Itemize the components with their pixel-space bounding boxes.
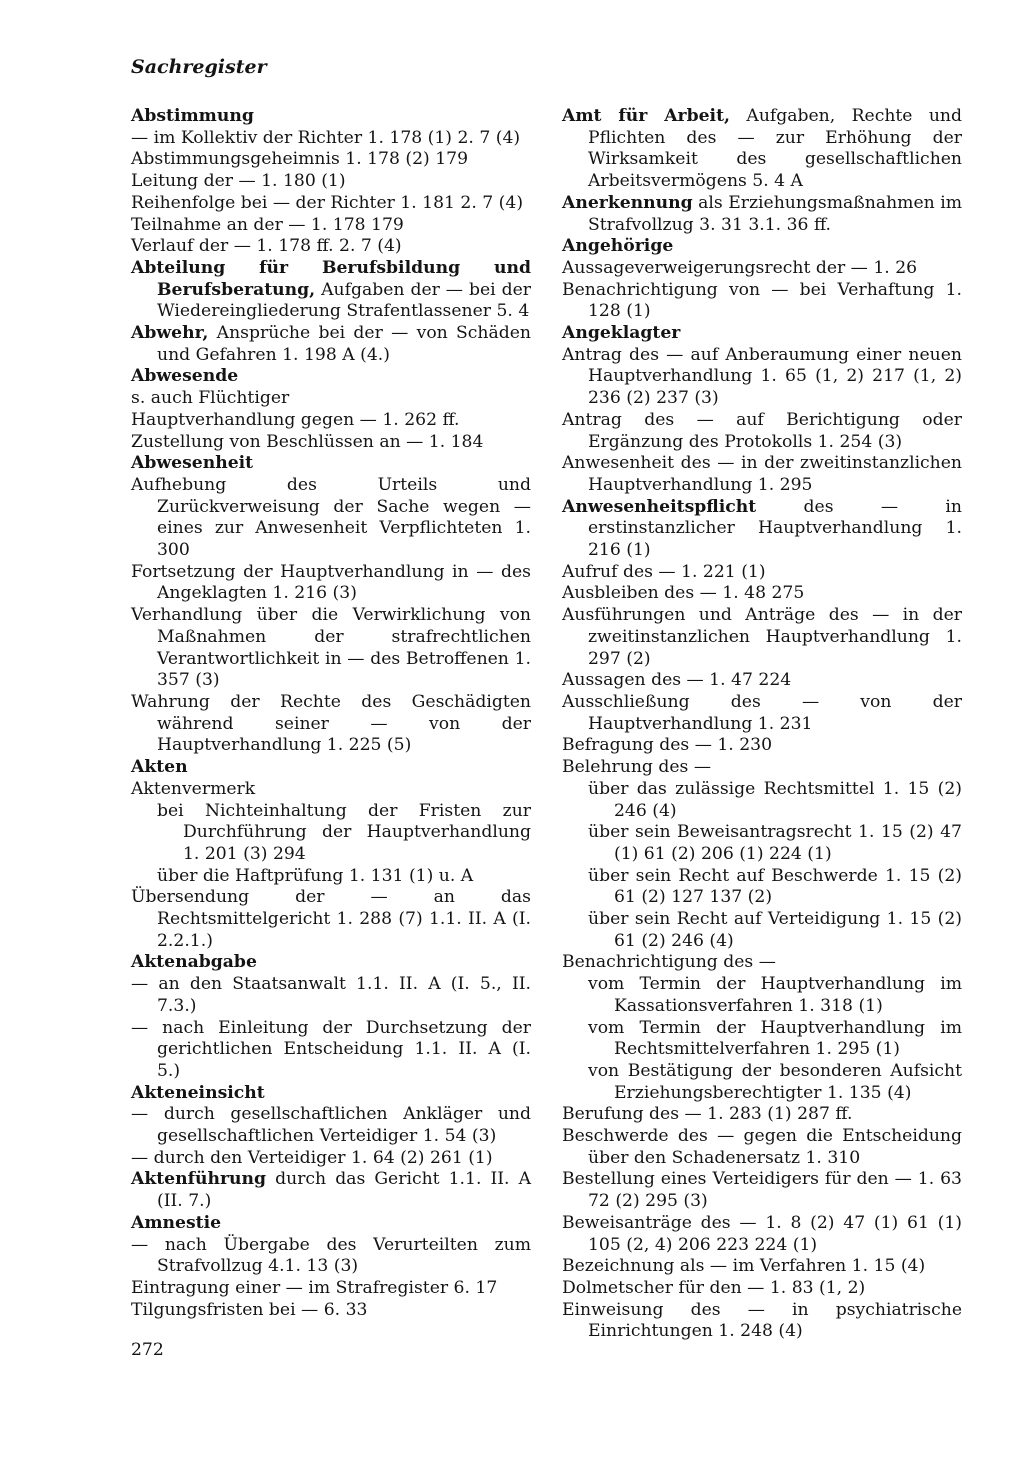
index-entry: — durch den Verteidiger 1. 64 (2) 261 (1) xyxy=(131,1147,493,1168)
index-entry: Anwesenheit des — in der zweitinstanzlichen Hauptverhandlung 1. 295 xyxy=(562,453,962,495)
index-entry: Antrag des — auf Anberaumung einer neuen Hauptverhandlung 1. 65 (1, 2) 217 (1, 2) 236 (2) 237 (3) xyxy=(562,344,962,409)
index-entry: — nach Übergabe des Verurteilten zum Strafvollzug 4.1. 13 (3) xyxy=(131,1234,531,1277)
index-entry: Verhandlung über die Verwirklichung von Maßnahmen der strafrechtlichen Verantwortlichkeit in — des Betroffenen 1. 357 (3) xyxy=(131,605,531,691)
index-entry: — nach Einleitung der Durchsetzung der gerichtlichen Entscheidung 1.1. II. A (I. 5.) xyxy=(131,1017,531,1081)
index-entry-term: Anwesenheitspflicht xyxy=(562,496,757,517)
index-entry: Einweisung des — in psychiatrische Einrichtungen 1. 248 (4) xyxy=(562,1299,962,1342)
index-entry-text: Aufgaben, Rechte und Pflichten des — zur Erhöhung der Wirksamkeit des gesellschaftlichen Arbeitsvermögens 5. 4 A xyxy=(588,106,962,192)
index-entry: Hauptverhandlung gegen — 1. 262 ff. xyxy=(131,409,460,430)
index-entry: Berufung des — 1. 283 (1) 287 ff. xyxy=(562,1104,853,1125)
index-entry-term: Abwehr, xyxy=(131,323,209,344)
index-entry: — im Kollektiv der Richter 1. 178 (1) 2. 7 (4) xyxy=(131,127,521,148)
index-heading: Angehörige xyxy=(562,236,674,257)
index-entry-term: Aktenführung xyxy=(131,1169,267,1190)
index-entry xyxy=(131,323,531,366)
index-entry: Ausführungen und Anträge des — in der zweitinstanzlichen Hauptverhandlung 1. 297 (2) xyxy=(562,605,962,669)
index-entry-term: Abteilung für Berufsbildung und Berufsberatung, xyxy=(131,257,531,300)
index-entry: Aussagen des — 1. 47 224 xyxy=(562,670,792,691)
index-entry: Befragung des — 1. 230 xyxy=(562,735,773,756)
page-header: Sachregister xyxy=(131,56,267,78)
index-entry-term: Anerkennung xyxy=(562,192,693,213)
index-entry: Belehrung des — xyxy=(562,757,712,778)
index-entry: Ausbleiben des — 1. 48 275 xyxy=(562,583,805,604)
index-heading: Amnestie xyxy=(131,1212,222,1233)
index-entry xyxy=(562,106,962,193)
index-entry-text: durch das Gericht 1.1. II. A (II. 7.) xyxy=(157,1169,531,1212)
index-entry-text: Aufgaben der — bei der Wiedereingliederung Strafentlassener 5. 4 xyxy=(157,279,531,322)
index-entry: Bezeichnung als — im Verfahren 1. 15 (4) xyxy=(562,1256,926,1277)
index-entry: Zustellung von Beschlüssen an — 1. 184 xyxy=(131,431,484,452)
index-entry: Dolmetscher für den — 1. 83 (1, 2) xyxy=(562,1277,866,1298)
index-entry-text: als Erziehungsmaßnahmen im Strafvollzug 3. 31 3.1. 36 ff. xyxy=(588,192,962,235)
index-entry xyxy=(562,193,962,236)
index-subentry: über sein Beweisantragsrecht 1. 15 (2) 47 (1) 61 (2) 206 (1) 224 (1) xyxy=(588,822,962,864)
index-entry: Aktenvermerk xyxy=(131,778,256,799)
index-entry-text: des — in erstinstanzlicher Hauptverhandlung 1. 216 (1) xyxy=(588,496,962,561)
index-heading: Abwesende xyxy=(131,366,239,387)
index-entry: Antrag des — auf Berichtigung oder Ergänzung des Protokolls 1. 254 (3) xyxy=(562,409,962,452)
index-subentry: über sein Recht auf Beschwerde 1. 15 (2) 61 (2) 127 137 (2) xyxy=(588,865,962,908)
index-heading: Abwesenheit xyxy=(131,453,254,474)
index-entry xyxy=(131,1169,531,1212)
index-entry: Aussageverweigerungsrecht der — 1. 26 xyxy=(562,257,918,278)
index-entry: Tilgungsfristen bei — 6. 33 xyxy=(131,1299,368,1320)
index-entry: Bestellung eines Verteidigers für den — 1. 63 72 (2) 295 (3) xyxy=(562,1169,962,1212)
index-heading: Akteneinsicht xyxy=(131,1082,265,1103)
index-entry: Beweisanträge des — 1. 8 (2) 47 (1) 61 (1) 105 (2, 4) 206 223 224 (1) xyxy=(562,1212,962,1255)
index-entry: — durch gesellschaftlichen Ankläger und gesellschaftlichen Verteidiger 1. 54 (3) xyxy=(131,1104,531,1147)
index-entry: Abstimmungsgeheimnis 1. 178 (2) 179 xyxy=(131,149,469,170)
index-subentry: bei Nichteinhaltung der Fristen zur Durchführung der Hauptverhandlung 1. 201 (3) 294 xyxy=(157,800,531,864)
page-number: 272 xyxy=(131,1340,164,1360)
index-subentry: vom Termin der Hauptverhandlung im Kassationsverfahren 1. 318 (1) xyxy=(588,974,962,1016)
index-entry: — an den Staatsanwalt 1.1. II. A (I. 5., II. 7.3.) xyxy=(131,974,531,1016)
index-entry-term: Amt für Arbeit, xyxy=(562,106,731,126)
index-column-right xyxy=(562,106,962,1343)
index-entry: Aufruf des — 1. 221 (1) xyxy=(562,561,766,582)
index-entry: Verlauf der — 1. 178 ff. 2. 7 (4) xyxy=(131,236,402,257)
index-heading: Angeklagter xyxy=(562,323,681,344)
index-entry: Beschwerde des — gegen die Entscheidung über den Schadenersatz 1. 310 xyxy=(562,1126,962,1168)
index-subentry: vom Termin der Hauptverhandlung im Rechtsmittelverfahren 1. 295 (1) xyxy=(588,1017,962,1060)
index-subentry: über das zulässige Rechtsmittel 1. 15 (2) 246 (4) xyxy=(588,778,962,821)
index-entry-text: Ansprüche bei der — von Schäden und Gefahren 1. 198 A (4.) xyxy=(157,323,531,365)
index-entry: Leitung der — 1. 180 (1) xyxy=(131,171,346,192)
index-entry xyxy=(131,258,531,323)
index-subentry: über die Haftprüfung 1. 131 (1) u. A xyxy=(157,865,474,886)
index-entry: Wahrung der Rechte des Geschädigten während seiner — von der Hauptverhandlung 1. 225 (5) xyxy=(131,691,531,756)
index-entry: Benachrichtigung von — bei Verhaftung 1. 128 (1) xyxy=(562,279,962,322)
index-heading: Akten xyxy=(131,757,188,778)
index-subentry: über sein Recht auf Verteidigung 1. 15 (2) 61 (2) 246 (4) xyxy=(588,909,962,951)
index-subentry: von Bestätigung der besonderen Aufsicht Erziehungsberechtigter 1. 135 (4) xyxy=(588,1060,962,1103)
index-heading: Aktenabgabe xyxy=(131,952,257,973)
index-entry: Reihenfolge bei — der Richter 1. 181 2. 7 (4) xyxy=(131,192,524,213)
index-entry xyxy=(562,497,962,562)
index-entry: Teilnahme an der — 1. 178 179 xyxy=(131,214,404,235)
index-entry: Aufhebung des Urteils und Zurückverweisung der Sache wegen — eines zur Anwesenheit Verpflichteten 1. 300 xyxy=(131,474,531,561)
index-entry: Ausschließung des — von der Hauptverhandlung 1. 231 xyxy=(562,691,962,734)
index-column-left xyxy=(131,106,531,1321)
index-entry: Fortsetzung der Hauptverhandlung in — des Angeklagten 1. 216 (3) xyxy=(131,561,531,604)
index-entry: Benachrichtigung des — xyxy=(562,952,776,973)
index-entry: Eintragung einer — im Strafregister 6. 17 xyxy=(131,1277,498,1298)
index-entry: Übersendung der — an das Rechtsmittelgericht 1. 288 (7) 1.1. II. A (I. 2.2.1.) xyxy=(131,887,531,951)
index-entry: s. auch Flüchtiger xyxy=(131,388,290,409)
index-heading: Abstimmung xyxy=(131,106,254,126)
